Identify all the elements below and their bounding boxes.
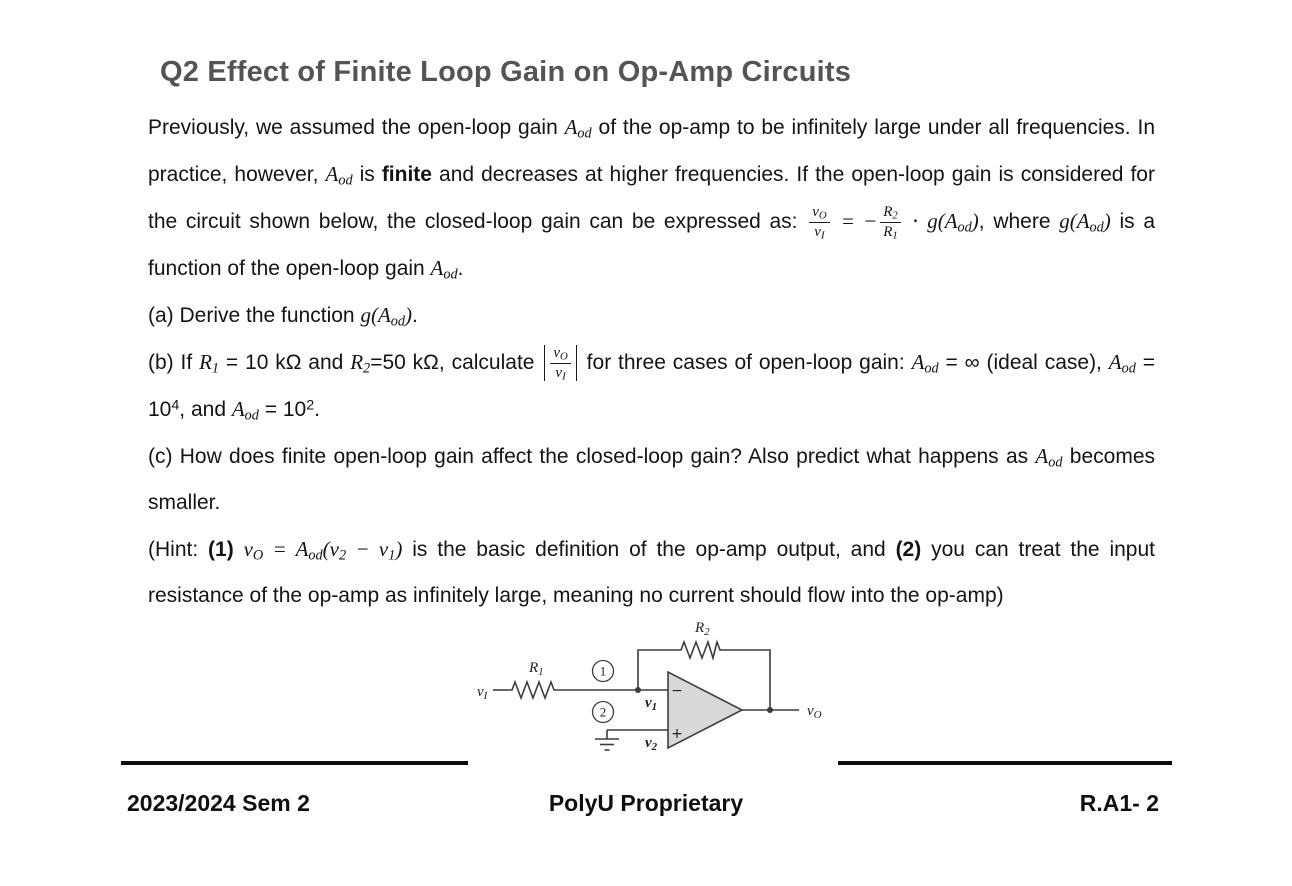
text-run: (Hint: [148,538,209,561]
svg-text:2: 2 [599,704,607,720]
math-run: $A_{od}$ [911,350,939,377]
text-run: = 10 kΩ and [219,351,351,374]
text-run: = $10^4$ [148,351,1155,421]
v1-label: $v_1$ [645,695,658,713]
math-run: $A_{od}$ [944,209,972,236]
vout-label: $v_O$ [807,703,822,721]
svg-text:1: 1 [599,663,607,679]
divider-left [121,761,468,765]
ground-symbol [595,730,619,750]
math-run: $A_{od}$ [295,537,323,564]
plus-sign: + [671,726,683,742]
math-run: g( [360,303,378,327]
text-run: (b) If [148,351,200,374]
math-run: $v_O$ [243,537,264,564]
math-run: $A_{od}$ [1108,350,1136,377]
text-run: , and [179,398,232,421]
text-run: = $10^2$ [258,397,315,421]
text-run: becomes smaller. [148,445,1155,514]
node-2-badge [593,702,614,723]
node-1-badge [593,661,614,682]
math-run: = [263,537,296,561]
text-run: (c) How does finite open-loop gain affect the closed-loop gain? Also predict what happens as [148,445,1036,468]
text-run: Previously, we assumed the open-loop gain [148,116,565,139]
text-run: and decreases at higher frequencies. If the open-loop gain is considered for the circuit shown below, the closed-loop gain can be expressed as: [148,163,1155,233]
math-run: − [346,537,379,561]
math-run: $R_2$ [350,350,371,377]
math-run: $A_{od}$ [564,115,592,142]
math-run: ) [405,303,413,327]
math-run: ) [971,209,979,233]
v2-label: $v_2$ [645,735,658,753]
text-run: for three cases of open-loop gain: [579,351,912,374]
math-run: $v_2$ [329,537,347,564]
text-run: finite [381,163,432,186]
text-run: . [457,257,464,280]
footer-left: 2023/2024 Sem 2 [127,790,310,816]
math-run: ⋅ [903,209,928,233]
abs-fraction: $\frac{v_O}{v_I}$ [544,345,576,381]
math-run: $A_{od}$ [231,397,259,424]
math-run: $A_{od}$ [1035,444,1063,471]
text-run: . [314,398,321,421]
slide-title: Q2 Effect of Finite Loop Gain on Op-Amp Circuits [160,56,852,88]
circuit-svg [455,612,845,774]
text-run: of the op-amp to be infinitely large under all frequencies. In practice, however, [148,116,1155,186]
r1-label: $R_1$ [529,660,544,678]
text-run: (2) [895,538,922,561]
fraction: $\frac{R_2}{R_1}$ [880,204,901,240]
math-run: $A_{od}$ [1076,209,1104,236]
math-run: $v_1$ [378,537,396,564]
paragraph-1 [148,104,1155,292]
text-run: = ∞ (ideal case), [938,351,1109,374]
text-run: is [352,163,382,186]
resistor-r2 [677,642,725,658]
math-run: $R_1$ [199,350,220,377]
body-text [148,104,1155,619]
text-run: (1) [208,538,234,561]
math-run: ( [322,537,330,561]
paragraph-4 [148,433,1155,526]
paragraph-3 [148,339,1155,433]
output-junction-dot [767,707,773,713]
text-run: you can treat the input resistance of the op-amp as infinitely large, meaning no current should flow into the op-amp) [148,538,1156,607]
math-run: ) [1103,209,1111,233]
text-run: is a function of the open-loop gain [148,210,1156,280]
math-run: ) [395,537,403,561]
feedback-wire-right [725,650,770,710]
math-run: g( [927,209,945,233]
r2-label: $R_2$ [695,620,710,638]
text-run: , where [978,210,1060,233]
paragraph-2 [148,292,1155,339]
text-run [234,538,244,561]
math-run: $A_{od}$ [430,256,458,283]
footer-right: R.A1- 2 [1079,790,1159,816]
math-run: $A_{od}$ [325,162,353,189]
paragraph-5 [148,526,1155,619]
text-run: is the basic definition of the op-amp output, and [402,538,896,561]
text-run: =50 kΩ, calculate [370,351,542,374]
resistor-r1 [508,682,565,698]
math-run: $A_{od}$ [377,303,406,330]
fraction: $\frac{v_O}{v_I}$ [809,204,829,240]
divider-right [838,761,1172,765]
opamp-circuit-diagram [455,612,845,774]
minus-sign: − [671,683,683,699]
math-run: = − [832,209,878,233]
text-run: . [412,304,418,327]
vin-label: $v_I$ [477,684,488,702]
footer-center: PolyU Proprietary [548,790,744,816]
text-run: (a) Derive the function [148,304,361,327]
math-run: g( [1059,209,1077,233]
footer [0,790,1292,830]
